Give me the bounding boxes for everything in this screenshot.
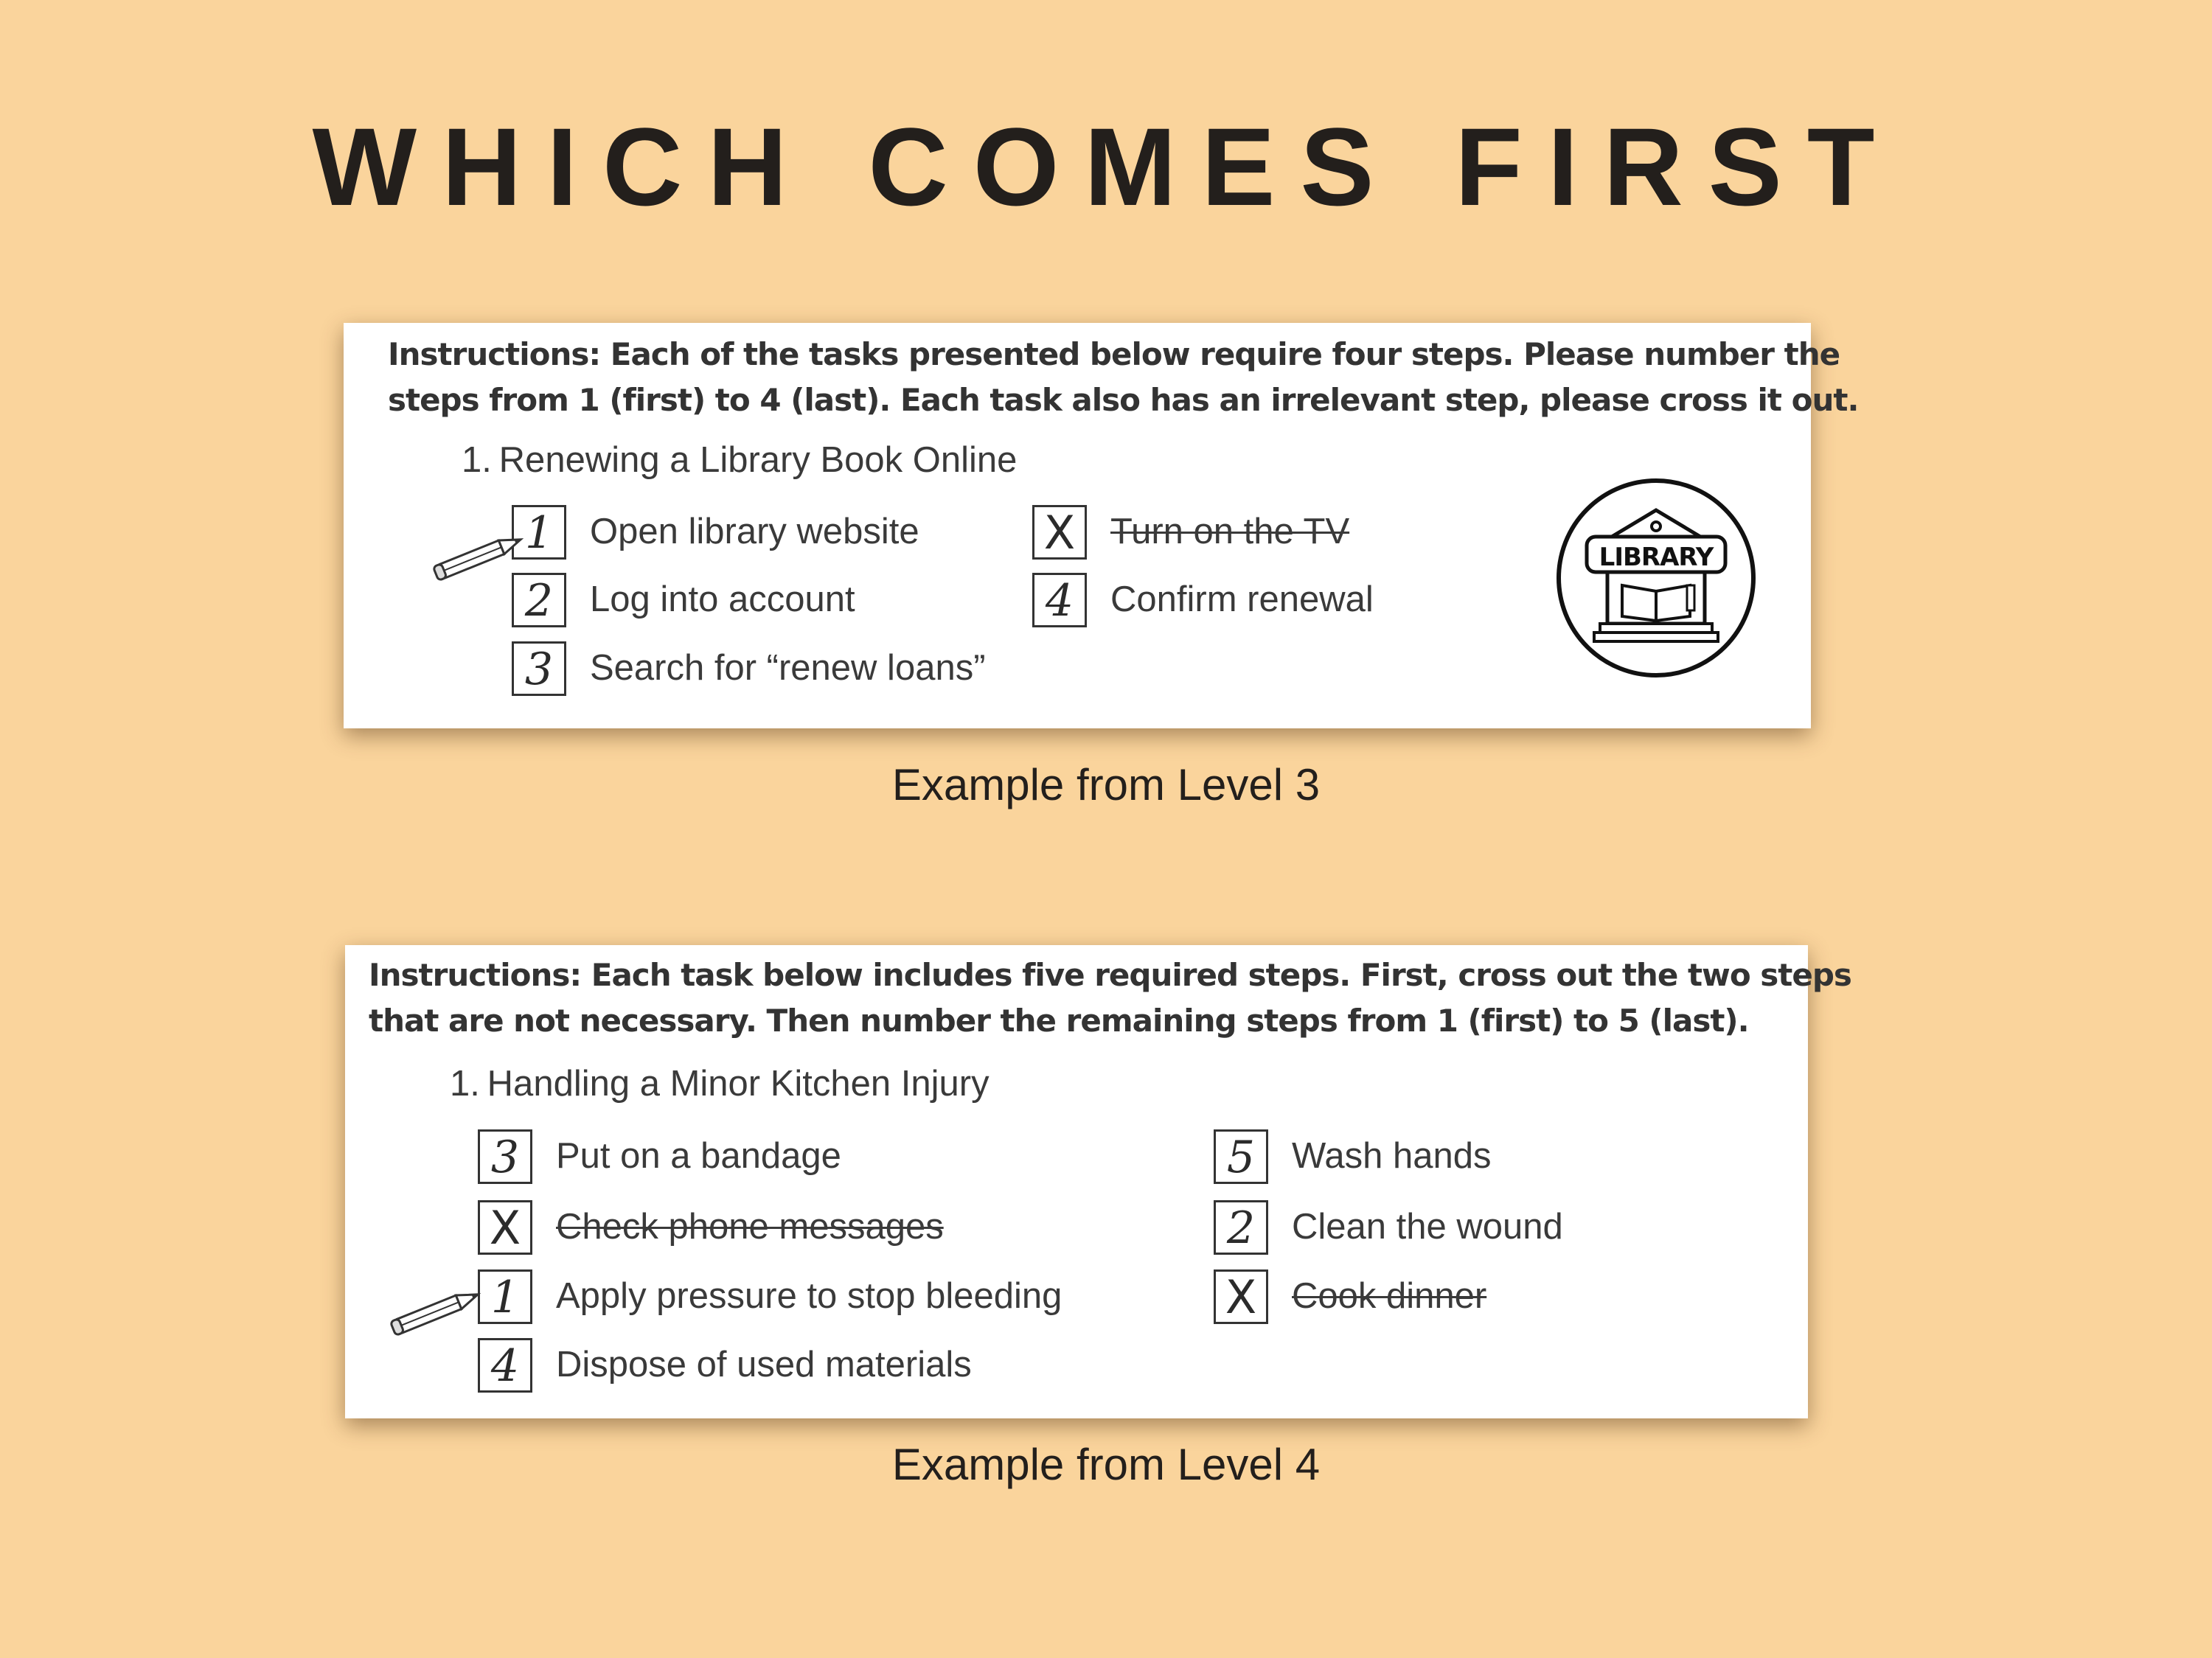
step-text: Apply pressure to stop bleeding — [556, 1276, 1062, 1316]
step-cross-box[interactable]: X — [1214, 1269, 1268, 1324]
library-building-icon — [1553, 475, 1759, 685]
level4-task-title: 1. Handling a Minor Kitchen Injury — [450, 1064, 990, 1104]
pencil-icon — [389, 1284, 485, 1336]
level3-instructions-line: steps from 1 (first) to 4 (last). Each task also has an irrelevant step, please cross it out. — [388, 382, 1859, 418]
level4-instructions — [369, 952, 1851, 1044]
step-number-box[interactable]: 2 — [1214, 1200, 1268, 1255]
step-text: Open library website — [590, 512, 919, 551]
step-number-box[interactable]: 5 — [1214, 1129, 1268, 1184]
step-text-struck: Turn on the TV — [1110, 512, 1350, 551]
level3-instructions — [388, 332, 1858, 423]
step-cross-box[interactable]: X — [1032, 505, 1087, 560]
level3-instructions-line: Instructions: Each of the tasks presented below require four steps. Please number the — [388, 336, 1840, 372]
level4-worksheet-card — [345, 945, 1851, 1418]
step-text: Dispose of used materials — [556, 1345, 972, 1384]
step-text: Confirm renewal — [1110, 579, 1374, 619]
step-number-box[interactable]: 2 — [512, 573, 566, 627]
step-number-box[interactable]: 4 — [478, 1338, 532, 1393]
level4-caption: Example from Level 4 — [891, 1440, 1321, 1489]
level3-task-title: 1. Renewing a Library Book Online — [462, 440, 1018, 480]
level4-instructions-line: that are not necessary. Then number the remaining steps from 1 (first) to 5 (last). — [369, 1003, 1749, 1039]
page-title: WHICH COMES FIRST — [312, 105, 1900, 229]
step-text-struck: Check phone messages — [556, 1207, 944, 1247]
level3-worksheet-card — [344, 323, 1859, 728]
level3-caption: Example from Level 3 — [891, 760, 1321, 809]
step-text: Put on a bandage — [556, 1136, 841, 1176]
step-number-box[interactable]: 3 — [478, 1129, 532, 1184]
step-text: Clean the wound — [1292, 1207, 1563, 1247]
level4-instructions-line: Instructions: Each task below includes five required steps. First, cross out the two steps — [369, 957, 1851, 993]
step-text-struck: Cook dinner — [1292, 1276, 1487, 1316]
step-text: Search for “renew loans” — [590, 648, 986, 688]
pencil-icon — [432, 529, 528, 581]
step-text: Wash hands — [1292, 1136, 1492, 1176]
library-logo-text: LIBRARY — [1599, 543, 1714, 572]
step-number-box[interactable]: 1 — [512, 505, 566, 560]
step-number-box[interactable]: 3 — [512, 641, 566, 696]
step-cross-box[interactable]: X — [478, 1200, 532, 1255]
step-number-box[interactable]: 4 — [1032, 573, 1087, 627]
step-number-box[interactable]: 1 — [478, 1269, 532, 1324]
step-text: Log into account — [590, 579, 855, 619]
